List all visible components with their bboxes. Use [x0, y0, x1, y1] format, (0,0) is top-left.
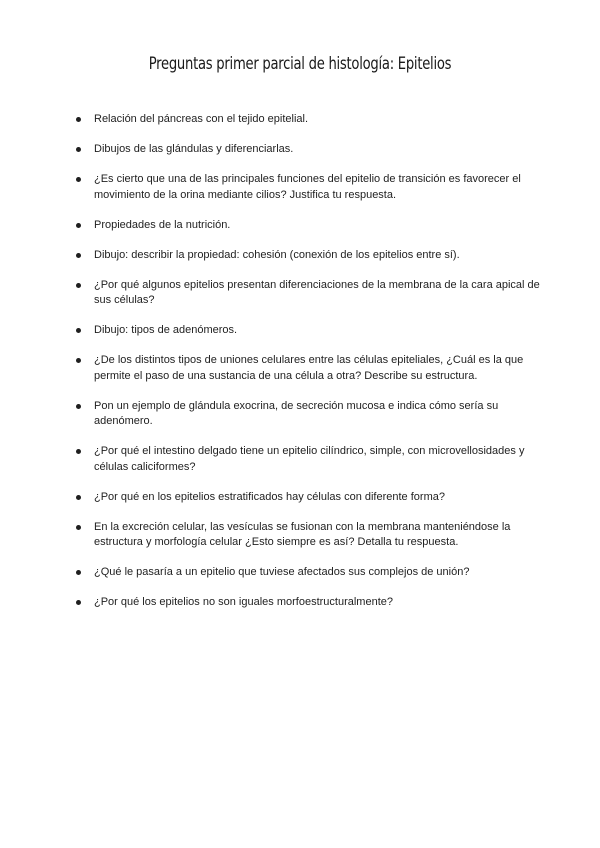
- question-text: ¿Por qué el intestino delgado tiene un epitelio cilíndrico, simple, con microvellosidades y células caliciformes?: [94, 445, 525, 473]
- list-item: [72, 278, 542, 309]
- document-title: Preguntas primer parcial de histología: Epitelios: [148, 54, 452, 74]
- bullet-icon: [76, 570, 81, 575]
- question-text: ¿Qué le pasaría a un epitelio que tuviese afectados sus complejos de unión?: [94, 566, 470, 578]
- question-text: En la excreción celular, las vesículas se fusionan con la membrana manteniéndose la estructura y morfología celular ¿Esto siempre es así? Detalla tu respuesta.: [94, 520, 511, 548]
- list-item: [72, 112, 542, 128]
- bullet-icon: [76, 253, 81, 258]
- bullet-icon: [76, 495, 81, 500]
- bullet-icon: [76, 358, 81, 363]
- list-item: [72, 595, 542, 611]
- list-item: [72, 444, 542, 475]
- list-item: [72, 353, 542, 384]
- question-text: Pon un ejemplo de glándula exocrina, de secreción mucosa e indica cómo sería su adenómero.: [94, 399, 499, 427]
- bullet-icon: [76, 223, 81, 228]
- question-text: Dibujos de las glándulas y diferenciarlas.: [94, 143, 294, 155]
- question-list: [72, 112, 542, 625]
- bullet-icon: [76, 177, 81, 182]
- list-item: [72, 565, 542, 581]
- question-text: ¿Por qué los epitelios no son iguales morfoestructuralmente?: [94, 596, 393, 608]
- bullet-icon: [76, 328, 81, 333]
- list-item: [72, 218, 542, 234]
- bullet-icon: [76, 525, 81, 530]
- question-text: Dibujo: tipos de adenómeros.: [94, 324, 238, 336]
- bullet-icon: [76, 600, 81, 605]
- question-text: Propiedades de la nutrición.: [94, 218, 231, 231]
- list-item: [72, 399, 542, 430]
- question-text: ¿De los distintos tipos de uniones celulares entre las células epiteliales, ¿Cuál es la que permite el paso de una sustancia de una célula a otra? Describe su estructura.: [94, 354, 524, 382]
- bullet-icon: [76, 404, 81, 409]
- bullet-icon: [76, 117, 81, 122]
- bullet-icon: [76, 283, 81, 288]
- list-item: [72, 520, 542, 551]
- question-text: Relación del páncreas con el tejido epitelial.: [94, 113, 309, 125]
- question-text: ¿Por qué en los epitelios estratificados hay células con diferente forma?: [94, 490, 445, 503]
- bullet-icon: [76, 449, 81, 454]
- list-item: [72, 142, 542, 158]
- list-item: [72, 248, 542, 264]
- bullet-icon: [76, 147, 81, 152]
- list-item: [72, 172, 542, 203]
- list-item: [72, 490, 542, 506]
- question-text: ¿Por qué algunos epitelios presentan diferenciaciones de la membrana de la cara apical de sus células?: [94, 278, 540, 306]
- list-item: [72, 323, 542, 339]
- question-text: ¿Es cierto que una de las principales funciones del epitelio de transición es favorecer el movimiento de la orina mediante cilios? Justifica tu respuesta.: [94, 173, 521, 201]
- question-text: Dibujo: describir la propiedad: cohesión (conexión de los epitelios entre sí).: [94, 248, 460, 261]
